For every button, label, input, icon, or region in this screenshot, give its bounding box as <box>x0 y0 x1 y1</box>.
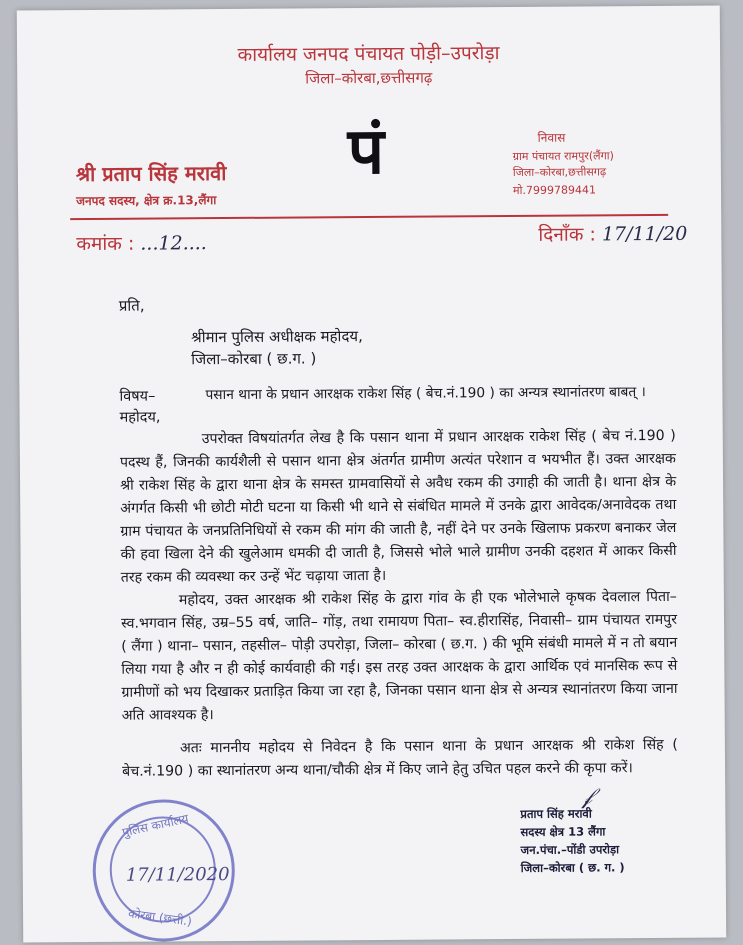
office-stamp <box>92 799 235 942</box>
date-value: 17/11/20 <box>601 222 688 246</box>
stamp-date: 17/11/2020 <box>125 864 230 886</box>
reference-number: कमांक : ...12.... <box>76 232 207 256</box>
body-paragraph-3: अतः माननीय महोदय से निवेदन है कि पसान थाना के प्रधान आरक्षक श्री राकेश सिंह ( बेच.नं.190 ) का स्थानांतरण अन्य थाना/चौकी क्षेत्र में किए जाने हेतु उचित पहल करने की कृपा करें। <box>122 736 678 780</box>
signature-scrawl-icon: 𝒻 <box>582 784 593 810</box>
sender-name: श्री प्रताप सिंह मरावी <box>75 161 227 187</box>
subject-label: विषय– <box>119 388 156 405</box>
signature-office: जन.पंचा.–पोंडी उपरोड़ा <box>520 842 620 857</box>
letterhead-divider <box>70 214 668 220</box>
residence-phone: मो.7999789441 <box>512 183 596 198</box>
office-title: कार्यालय जनपद पंचायत पोड़ी–उपरोड़ा <box>237 42 500 66</box>
letterhead-logo: पं <box>347 114 385 190</box>
subject-text: पसान थाना के प्रधान आरक्षक राकेश सिंह ( बेच.नं.190 ) का अन्यत्र स्थानांतरण बाबत् । <box>205 384 646 404</box>
letter-date: दिनाँक : 17/11/20 <box>538 222 688 246</box>
signature-name: प्रताप सिंह मरावी <box>520 806 592 821</box>
date-label: दिनाँक <box>538 223 584 246</box>
salutation: महोदय, <box>119 409 161 426</box>
body-paragraph-1: उपरोक्त विषयांतर्गत लेख है कि पसान थाना में प्रधान आरक्षक राकेश सिंह ( बेच नं.190 ) पदस्थ हैं, जिनकी कार्यशैली से पसान थाना क्षेत्र अंतर्गत ग्रामीण अत्यंत परेशान व भयभीत हैं। उक्त आरक्षक श्री राकेश सिंह के द्वारा थाना क्षेत्र के समस्त ग्रामवासियों से अवैध रकम की उगाही की जाती है। थाना क्षेत्र के अंगर्गत किसी भी छोटी मोटी घटना या किसी भी थाने से संबंधित मामले में उनके द्वारा आवेदक/अनावेदक तथा ग्राम पंचायत के जनप्रतिनिधियों से रकम की मांग की जाती है, नहीं देने पर उनके खिलाफ प्रकरण बनाकर जेल की हवा खिला देने की खुलेआम धमकी दी जाती है, जिससे भोले भाले ग्रामीण उनकी दहशत में आकर किसी तरह रकम की व्यवस्था कर उन्हें भेंट चढ़ाया जाता है। <box>119 427 677 586</box>
stamp-text-top: पुलिस कार्यालय <box>120 811 190 840</box>
to-label: प्रति, <box>118 296 145 315</box>
residence-line-2: जिला–कोरबा,छत्तीसगढ़ <box>512 165 607 180</box>
letter-page <box>17 6 726 943</box>
stamp-text-bottom: कोरबा (छत्ती.) <box>127 906 193 929</box>
residence-heading: निवास <box>537 130 566 145</box>
signature-district: जिला–कोरबा ( छ. ग. ) <box>520 860 625 875</box>
body-paragraph-2: महोदय, उक्त आरक्षक श्री राकेश सिंह के द्वारा गांव के ही एक भोलेभाले कृषक देवलाल पिता– स्व.भगवान सिंह, उम्र–55 वर्ष, जाति– गोंड़, तथा रामायण पिता– स्व.हीरासिंह, निवासी– ग्राम पंचायत रामपुर ( लैंगा ) थाना– पसान, तहसील– पोड़ी उपरोड़ा, जिला– कोरबा ( छ.ग. ) की भूमि संबंधी मामले में न तो बयान लिया गया है और न ही कोई कार्यवाही की गई। इस तरह उक्त आरक्षक के द्वारा आर्थिक एवं मानसिक रूप से ग्रामीणों को भय दिखाकर प्रताड़ित किया जा रहा है, जिनका पसान थाना क्षेत्र से अन्यत्र स्थानांतरण किया जाना अति आवश्यक है। <box>120 588 678 724</box>
recipient-line-2: जिला–कोरबा ( छ.ग. ) <box>191 349 317 369</box>
sender-designation: जनपद सदस्य, क्षेत्र क्र.13,लैंगा <box>76 193 217 209</box>
recipient-line-1: श्रीमान पुलिस अधीक्षक महोदय, <box>190 327 363 347</box>
signature-designation: सदस्य क्षेत्र 13 लैंगा <box>520 824 606 839</box>
residence-line-1: ग्राम पंचायत रामपुर(लैंगा) <box>512 149 614 164</box>
office-district: जिला–कोरबा,छत्तीसगढ़ <box>305 68 433 88</box>
reference-value: ...12.... <box>140 232 207 255</box>
reference-label: कमांक <box>76 232 122 256</box>
